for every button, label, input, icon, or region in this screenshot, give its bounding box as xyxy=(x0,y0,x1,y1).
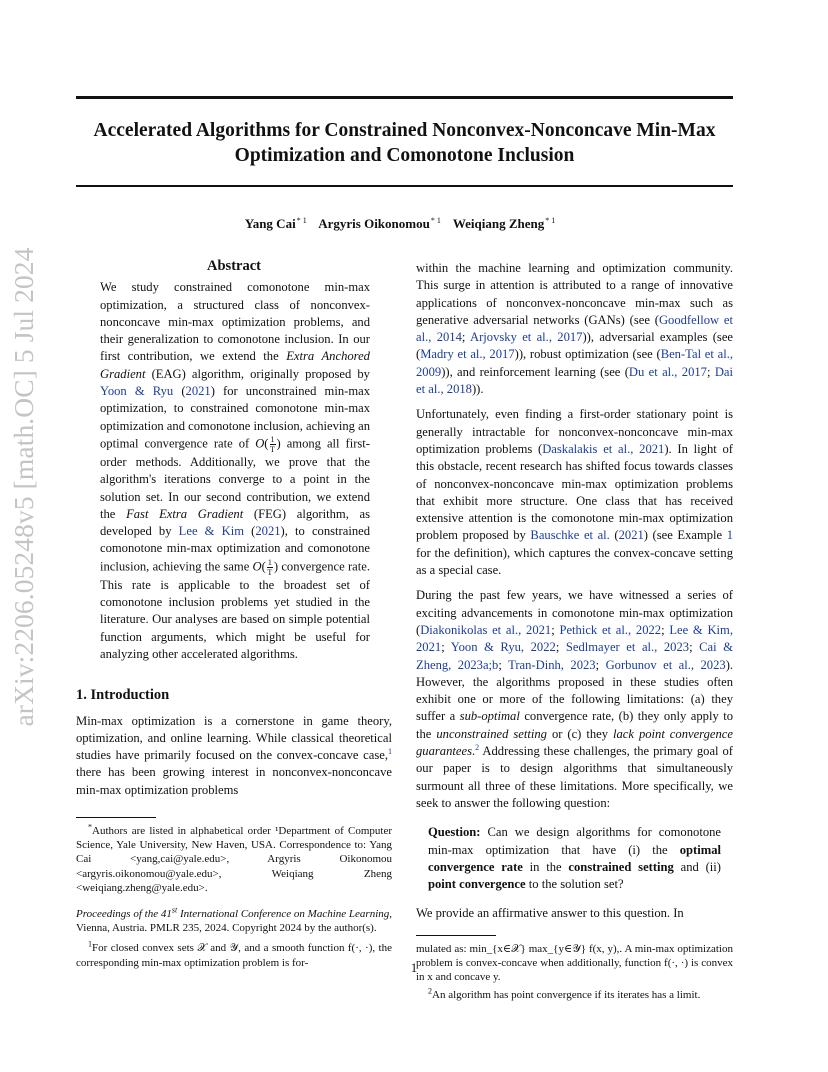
abstract-text: to constrained comonotone min-max optimization and comonotone inclusion, achieving the same xyxy=(100,524,371,574)
citation-link[interactable]: Gorbunov et al., 2023 xyxy=(605,657,726,672)
title-rule-bottom xyxy=(76,185,733,187)
rate-fraction xyxy=(267,558,273,577)
body-text: )). xyxy=(471,382,484,397)
citation-link[interactable]: Ben-Tal et al., 2009 xyxy=(416,347,733,379)
footnote-rule xyxy=(76,817,156,818)
left-footnotes xyxy=(76,817,392,970)
footnote-text: Authors are listed in alphabetical order ¹Department of Computer Science, Yale University, New Haven, USA. Correspondence to: Yang Cai <yang,cai@yale.edu>, Argyris Oikonomou <argyris.oikonomou@yale.edu>, Weiqiang Zheng <weiqiang.zheng@yale.edu>. xyxy=(76,825,392,894)
intro-text: there has been growing interest in nonconvex-nonconcave min-max optimization problems xyxy=(76,765,392,797)
section-heading: 1. Introduction xyxy=(76,687,170,704)
body-text: or (c) they xyxy=(551,726,609,741)
author-footnote xyxy=(76,824,392,895)
big-o: O xyxy=(252,559,262,574)
author-mark: * 1 xyxy=(545,215,556,225)
author-list xyxy=(76,216,733,232)
body-text: During the past few years, we have witnessed a series of exciting advancements in comonotone min-max optimization ( xyxy=(416,588,733,637)
author-name: Argyris Oikonomou xyxy=(318,216,430,231)
footnote-text: For closed convex sets 𝒳 and 𝒴, and a smooth function f(·, ·), the corresponding min-max optimization problem is for- xyxy=(76,942,392,969)
question-text: in the xyxy=(529,859,562,874)
emphasis: lack point convergence guarantees xyxy=(416,726,733,759)
footnote-link[interactable]: 1 xyxy=(388,746,392,756)
body-text: (see Example xyxy=(652,528,723,543)
page-number: 1 xyxy=(410,960,418,975)
citation-link[interactable]: Daskalakis et al., 2021 xyxy=(542,441,665,456)
citation-link[interactable]: Tran-Dinh, 2023 xyxy=(508,657,596,672)
abstract-body xyxy=(76,279,392,663)
footnote-link[interactable]: 2 xyxy=(475,742,480,752)
author-mark: * 1 xyxy=(296,215,307,225)
question-text: to the solution set? xyxy=(528,877,624,892)
citation-link[interactable]: Pethick et al., 2022 xyxy=(559,622,662,637)
rate-fraction xyxy=(270,435,276,454)
abstract-text: for unconstrained min-max optimization, to constrained comonotone min-max optimization and comonotone inclusion, achieving an optimal convergence rate of xyxy=(100,384,371,451)
body-text: )), adversarial examples (see ( xyxy=(416,330,734,362)
fraction-denominator: T xyxy=(267,567,273,577)
body-text: ). In light of this obstacle, recent research has shifted focus towards classes of nonconvex-nonconcave min-max optimization problems that exhibit more structure. One class that has received extensive attention is the comonotone min-max optimization problem proposed by xyxy=(416,441,733,543)
citation-link[interactable]: Yoon & Ryu, 2022 xyxy=(450,640,556,655)
question-emphasis: point convergence xyxy=(428,877,526,892)
proceedings-text: , Vienna, Austria. PMLR 235, 2024. Copyright 2024 by the author(s). xyxy=(76,908,393,935)
fraction-denominator: T xyxy=(270,444,275,454)
body-text: )), robust optimization (see ( xyxy=(514,347,661,362)
title-line-1: Accelerated Algorithms for Constrained Nonconvex-Nonconcave Min-Max xyxy=(93,120,716,141)
proceedings-text: Proceedings of the 41 xyxy=(76,908,172,921)
question-text: and (ii) xyxy=(680,859,721,874)
footnote-text: An algorithm has point convergence if its iterates has a limit. xyxy=(432,989,701,1002)
abstract-heading: Abstract xyxy=(207,258,261,274)
author-mark: * 1 xyxy=(430,215,441,225)
question-emphasis: optimal convergence rate xyxy=(428,842,721,874)
citation-year-link[interactable]: 2021 xyxy=(255,524,281,539)
body-text: )), and reinforcement learning (see ( xyxy=(441,364,629,379)
intro-paragraph xyxy=(76,713,392,799)
question-label: Question: xyxy=(428,825,481,840)
citation-link[interactable]: Cai & Zheng, 2023a;b xyxy=(416,640,733,672)
footnote-mark: 1 xyxy=(88,939,92,949)
citation-link[interactable]: Goodfellow et al., 2014 xyxy=(416,312,733,345)
body-paragraph: We provide an affirmative answer to this question. In xyxy=(416,906,684,921)
footnote-continued: mulated as: min_{x∈𝒳} max_{y∈𝒴} f(x, y),. A min-max optimization problem is convex-concave when additionally, function f(·, ·) is convex in x and concave y. xyxy=(416,942,733,984)
fraction-numerator: 1 xyxy=(270,434,275,444)
body-paragraph: within the machine learning and optimization community. This surge in attention is attributed to a range of innovative applications of nonconvex-nonconcave min-max such as generative adversarial networks (GANs) (see (Goodfellow et al., 2014; Arjovsky et al., 2017)), adversarial examples (see (Madry et al., 2017)), robust optimization (see (Ben-Tal et al., 2009)), and reinforcement learning (see (Du et al., 2017; Dai et al., 2018)). xyxy=(416,261,734,397)
fraction-numerator: 1 xyxy=(267,557,272,567)
citation-link[interactable]: Sedlmayer et al., 2023 xyxy=(565,640,690,655)
feg-name: Fast Extra Gradient xyxy=(126,506,244,521)
eag-name: Extra Anchored Gradient xyxy=(100,349,370,381)
body-paragraph: Unfortunately, even finding a first-order stationary point is generally intractable for nonconvex-nonconcave min-max optimization problems (Daskalakis et al., 2021). In light of this obstacle, recent research has shifted focus towards classes of nonconvex-nonconcave min-max optimization problems that exhibit more structure. One class that has received extensive attention is the comonotone min-max optimization problem proposed by Bauschke et al. (2021) (see Example 1 for the definition), which captures the convex-concave setting as a special case. xyxy=(416,407,734,578)
citation-link[interactable]: Lee & Kim xyxy=(178,524,244,539)
footnote-rule xyxy=(416,935,496,936)
arxiv-stamp xyxy=(8,247,40,727)
abstract-text: (FEG) algorithm, as developed by xyxy=(100,506,371,539)
citation-link[interactable]: Arjovsky et al., 2017 xyxy=(470,330,583,345)
research-question xyxy=(428,824,721,893)
citation-year-link[interactable]: 2021 xyxy=(185,384,211,399)
body-text: Addressing these challenges, the primary goal of our paper is to design algorithms that simultaneously surmount all three of these limitations. More specifically, we seek to answer the following question: xyxy=(416,744,733,810)
abstract-paragraph: We study constrained comonotone min-max optimization, a structured class of nonconvex-nonconcave min-max optimization problems, and their generalization to comonotone inclusion. In our first contribution, we extend the Extra Anchored Gradient (EAG) algorithm, originally proposed by Yoon & Ryu (2021) for unconstrained min-max optimization, to constrained comonotone min-max optimization and comonotone inclusion, achieving an optimal convergence rate of O( $\frac{1}{T}$ ) among all first-order methods. Additionally, we prove that the algorithm's iterations converge to a point in the solution set. In our second contribution, we extend the Fast Extra Gradient (FEG) algorithm, as developed by Lee & Kim (2021), to constrained comonotone min-max optimization and comonotone inclusion, achieving the same O( $\frac{1}{T}$ ) convergence rate. This rate is applicable to the broadest set of comonotone inclusion problems yet studied in the literature. Our analyses are based on simple potential function arguments, which might be useful for analyzing other accelerated algorithms. xyxy=(100,280,371,661)
body-text: for the definition), which captures the convex-concave setting as a special case. xyxy=(416,545,733,578)
citation-link[interactable]: Lee & Kim, 2021 xyxy=(416,622,733,655)
footnote-mark: * xyxy=(88,822,92,832)
citation-year-link[interactable]: 2021 xyxy=(618,528,644,543)
footnote-mark: 2 xyxy=(428,986,432,996)
citation-link[interactable]: Du et al., 2017 xyxy=(628,364,707,379)
abstract-text: convergence rate. This rate is applicable to the broadest set of comonotone inclusion problems yet studied in the literature. Our analyses are based on simple potential function arguments, which might be useful for analyzing other accelerated algorithms. xyxy=(100,559,370,661)
body-text: ). However, the algorithms proposed in these studies often exhibit one or more of the following limitations: (a) they suffer a xyxy=(416,657,734,724)
ordinal-suffix: st xyxy=(171,905,178,915)
question-text: Can we design algorithms for comonotone min-max optimization that have (i) the xyxy=(428,825,721,857)
citation-link[interactable]: Bauschke et al. xyxy=(530,528,610,543)
proceedings-note xyxy=(76,907,392,935)
body-text: within the machine learning and optimization community. This surge in attention is attributed to a range of innovative applications of nonconvex-nonconcave min-max such as generative adversarial networks (GANs) (see ( xyxy=(416,261,733,327)
footnote-2 xyxy=(416,988,733,1002)
conference-name: International Conference on Machine Learning xyxy=(180,908,390,921)
citation-link[interactable]: Yoon & Ryu xyxy=(100,384,174,399)
body-paragraph: During the past few years, we have witnessed a series of exciting advancements in comonotone min-max optimization (Diakonikolas et al., 2021; Pethick et al., 2022; Lee & Kim, 2021; Yoon & Ryu, 2022; Sedlmayer et al., 2023; Cai & Zheng, 2023a;b; Tran-Dinh, 2023; Gorbunov et al., 2023). However, the algorithms proposed in these studies often exhibit one or more of the following limitations: (a) they suffer a sub-optimal convergence rate, (b) they only apply to the unconstrained setting or (c) they lack point convergence guarantees.$^2$ Addressing these challenges, the primary goal of our paper is to design algorithms that simultaneously surmount all three of these limitations. More specifically, we seek to answer the following question: xyxy=(416,588,734,810)
body-text: convergence rate, (b) they only apply to the xyxy=(416,709,734,741)
citation-link[interactable]: Madry et al., 2017 xyxy=(420,347,515,362)
emphasis: sub-optimal xyxy=(459,709,520,724)
question-emphasis: constrained setting xyxy=(568,859,674,874)
paper-title xyxy=(76,118,733,168)
abstract-text: (EAG) algorithm, originally proposed by xyxy=(151,366,370,381)
big-o: O xyxy=(255,436,265,451)
author-name: Weiqiang Zheng xyxy=(452,216,545,231)
left-column xyxy=(76,258,392,970)
title-line-2: Optimization and Comonotone Inclusion xyxy=(234,145,575,166)
arxiv-stamp-text: arXiv:2206.05248v5 [math.OC] 5 Jul 2024 xyxy=(8,247,39,727)
example-link[interactable]: 1 xyxy=(726,528,734,543)
abstract-text: We study constrained comonotone min-max optimization, a structured class of nonconvex-nonconcave min-max optimization problems, and their generalization to comonotone inclusion. In our first contribution, we extend the xyxy=(100,280,370,364)
abstract-text: among all first-order methods. Additionally, we prove that the algorithm's iterations converge to a point in the solution set. In our second contribution, we extend the xyxy=(100,436,370,521)
intro-text: Min-max optimization is a cornerstone in game theory, optimization, and online learning. While classical theoretical studies have primarily focused on the convex-concave case, xyxy=(76,713,392,763)
author-name: Yang Cai xyxy=(244,216,296,231)
body-text: Unfortunately, even finding a first-order stationary point is generally intractable for nonconvex-nonconcave min-max optimization problems ( xyxy=(416,407,733,456)
right-column xyxy=(416,260,733,1003)
emphasis: unconstrained setting xyxy=(436,726,547,741)
citation-link[interactable]: Diakonikolas et al., 2021 xyxy=(420,622,552,637)
citation-link[interactable]: Dai et al., 2018 xyxy=(416,364,733,397)
title-rule-top xyxy=(76,96,733,99)
